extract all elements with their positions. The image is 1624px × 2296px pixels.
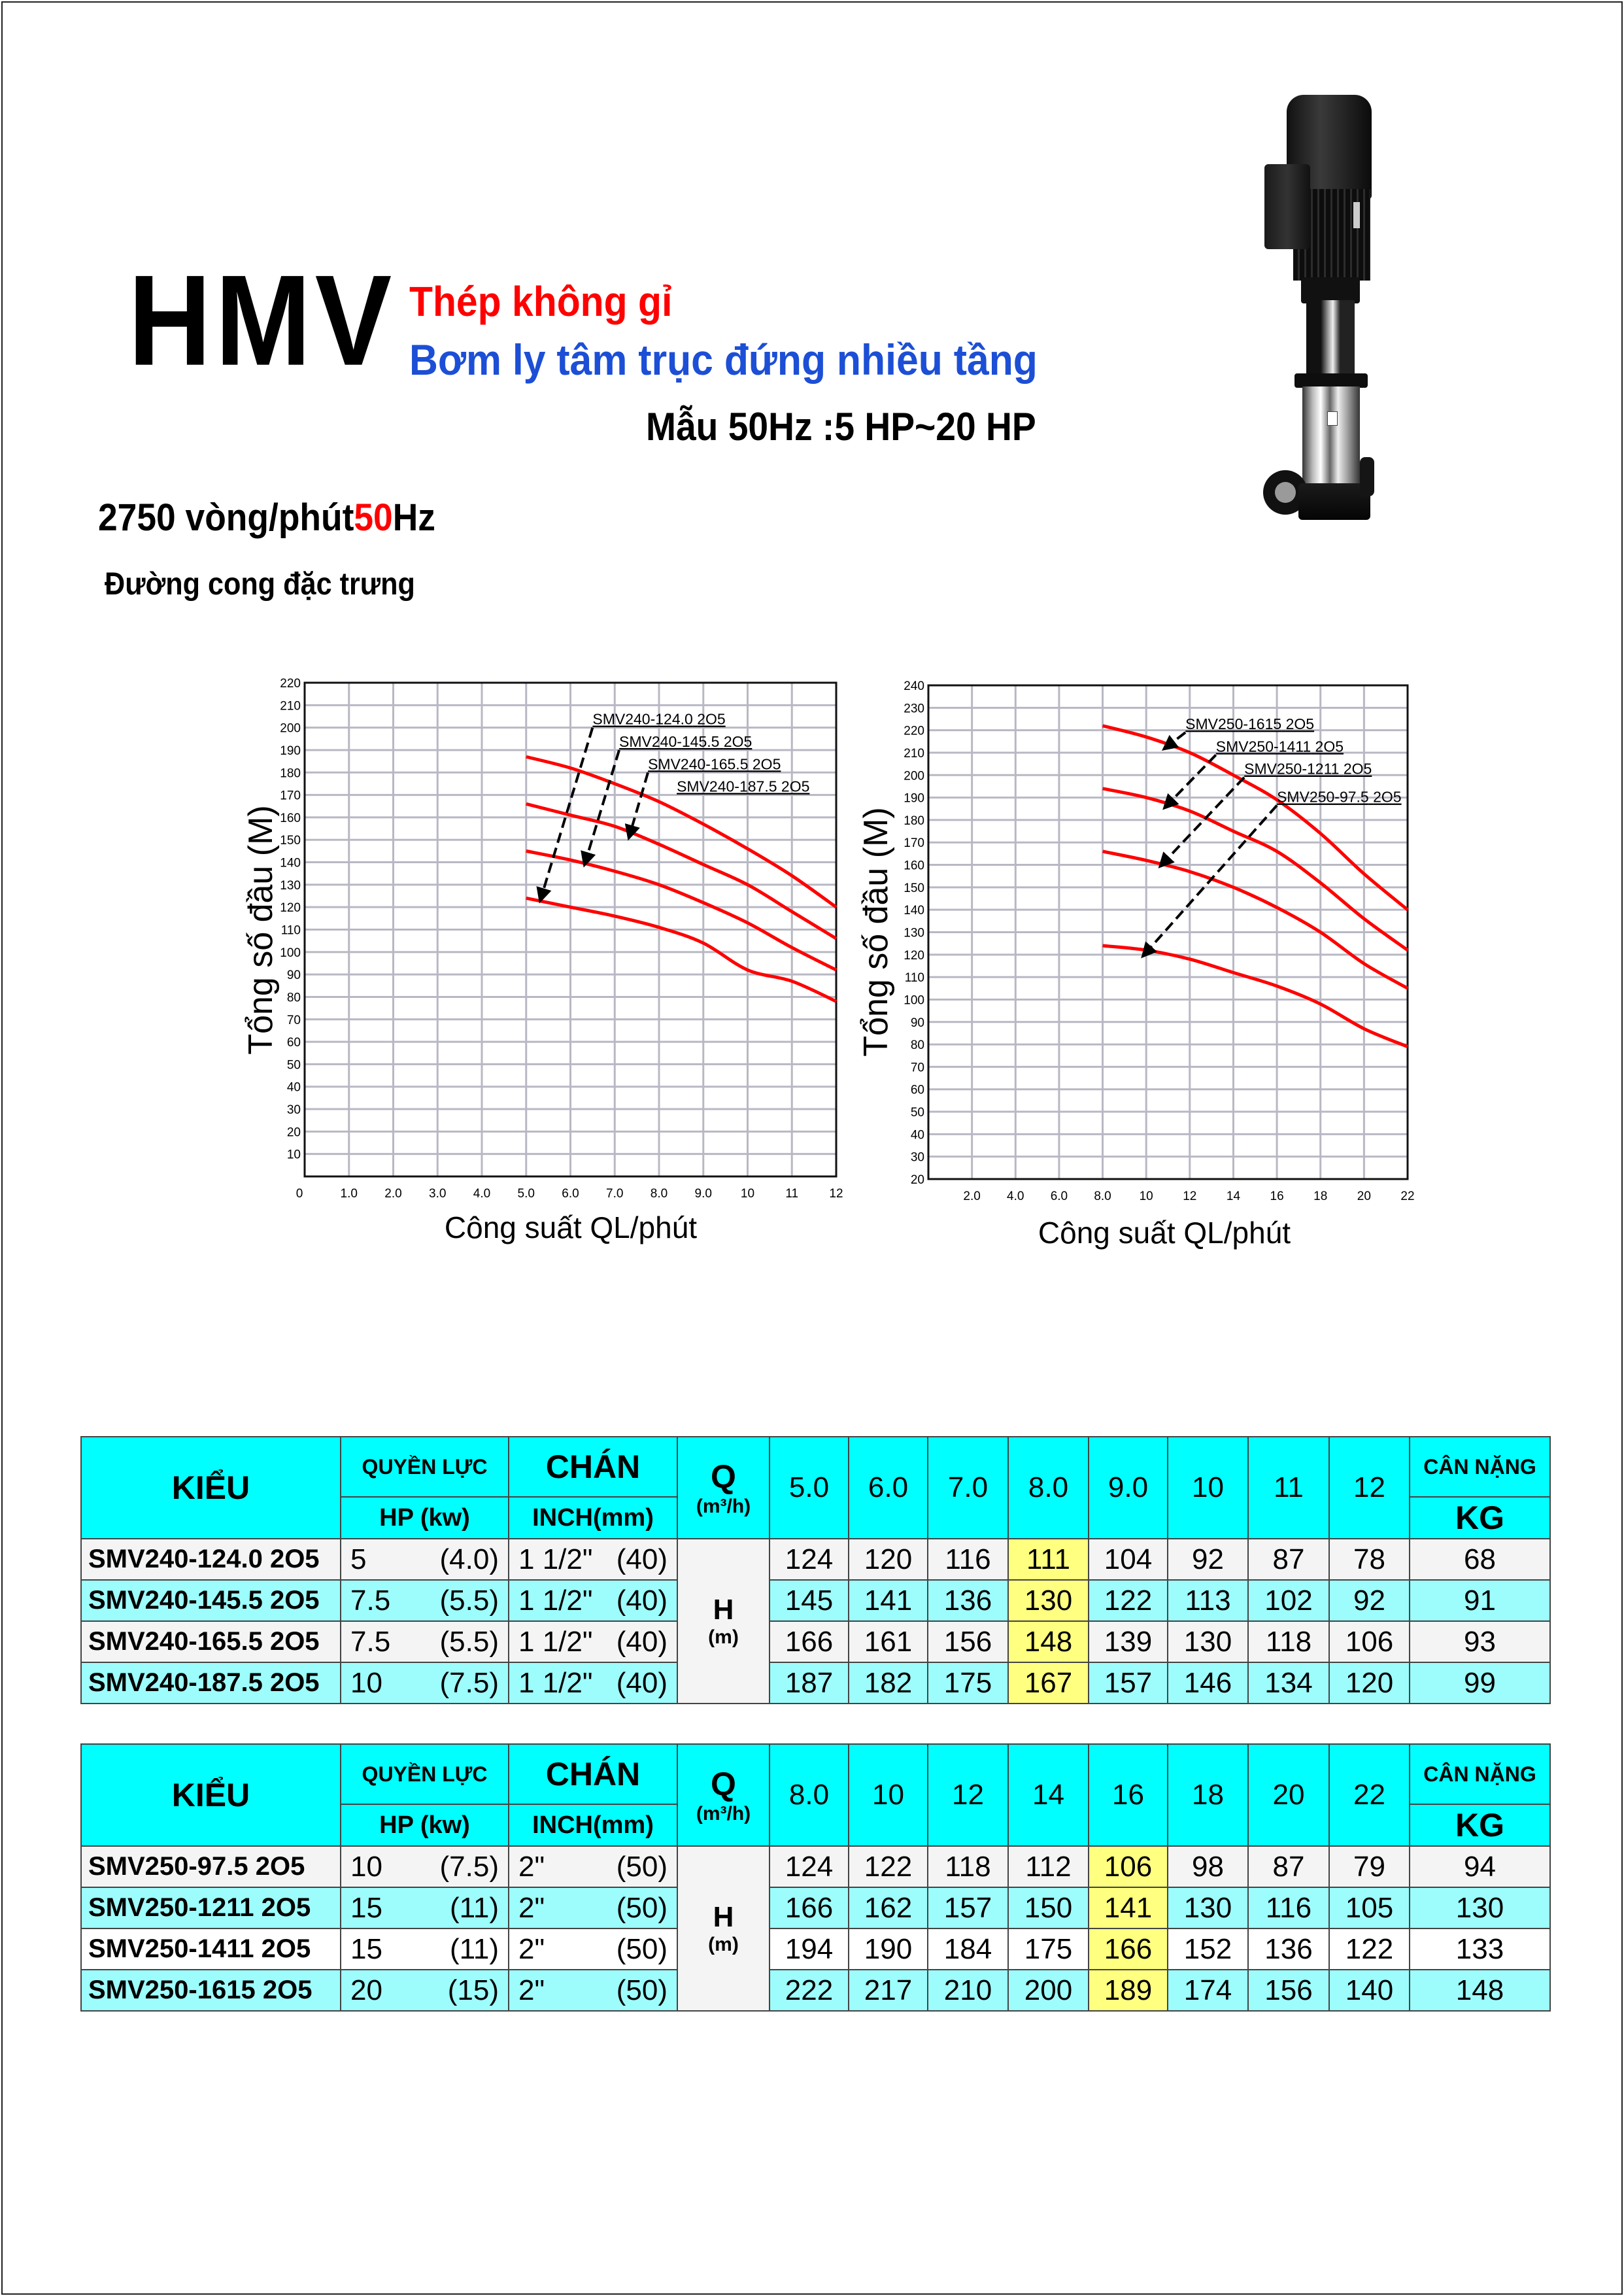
x-tick-label: 10 (740, 1187, 755, 1201)
power-cell (341, 1846, 509, 1887)
power-kw: (4.0) (439, 1543, 499, 1575)
annotation-arrow (1168, 732, 1186, 746)
annotation-model: SMV250-1411 (1215, 738, 1311, 755)
power-cell (341, 1621, 509, 1662)
column-header-flow (677, 1744, 770, 1846)
head-value-cell: 182 (849, 1662, 928, 1704)
column-header-weight-unit: KG (1410, 1804, 1550, 1846)
performance-curve-smv240-124.0 (526, 898, 836, 1001)
table-row (81, 1580, 1550, 1621)
y-tick-label: 210 (280, 699, 301, 713)
model-cell: SMV250-1211 2O5 (81, 1887, 341, 1928)
y-tick-label: 140 (904, 904, 924, 918)
power-hp: 15 (350, 1932, 382, 1965)
grid (928, 685, 1408, 1179)
table-row (81, 1928, 1550, 1970)
y-tick-label: 90 (910, 1016, 924, 1030)
port-inch: 2" (518, 1974, 545, 2006)
table-row (81, 1539, 1550, 1580)
y-tick-label: 100 (904, 993, 924, 1008)
power-cell (341, 1887, 509, 1928)
column-header-power-unit: HP (kw) (341, 1804, 509, 1846)
head-value-cell: 87 (1248, 1846, 1329, 1887)
head-value-cell: 167 (1008, 1662, 1089, 1704)
y-tick-label: 60 (286, 1036, 301, 1050)
head-value-cell: 87 (1248, 1539, 1329, 1580)
head-value-cell: 98 (1168, 1846, 1248, 1887)
y-tick-label: 30 (286, 1103, 301, 1118)
model-cell: SMV250-97.5 2O5 (81, 1846, 341, 1887)
y-tick-label: 180 (280, 766, 301, 781)
annotation-suffix: 2O5 (1373, 788, 1402, 806)
port-cell (509, 1970, 677, 2011)
y-tick-label: 130 (280, 878, 301, 893)
head-value-cell: 166 (770, 1887, 849, 1928)
material-subtitle: Thép không gỉ (409, 278, 673, 325)
speed-frequency: 50 (354, 496, 393, 539)
head-value-cell: 157 (928, 1887, 1008, 1928)
head-value-cell: 222 (770, 1970, 849, 2011)
column-header-power: QUYỀN LỰC (341, 1437, 509, 1497)
head-value-cell: 92 (1329, 1580, 1410, 1621)
power-cell (341, 1928, 509, 1970)
column-header-port: CHÁN (509, 1437, 677, 1497)
power-hp: 7.5 (350, 1584, 391, 1617)
y-tick-label: 240 (904, 679, 924, 693)
head-value-cell: 136 (1248, 1928, 1329, 1970)
port-mm: (40) (616, 1584, 668, 1617)
head-value-cell: 156 (928, 1621, 1008, 1662)
head-value-cell: 78 (1329, 1539, 1410, 1580)
x-tick-label: 10 (1139, 1190, 1153, 1203)
x-tick-label: 18 (1313, 1190, 1328, 1203)
head-value-cell: 194 (770, 1928, 849, 1970)
flow-value-header: 10 (1168, 1437, 1248, 1539)
model-cell: SMV250-1615 2O5 (81, 1970, 341, 2011)
weight-cell: 94 (1410, 1846, 1550, 1887)
annotation-suffix: 2O5 (723, 732, 753, 750)
port-inch: 2" (518, 1850, 545, 1883)
curve-annotation-label (648, 755, 781, 772)
x-tick-label: 6.0 (1050, 1190, 1068, 1203)
annotation-arrow (630, 772, 648, 833)
head-value-cell: 217 (849, 1970, 928, 2011)
head-value-cell: 157 (1089, 1662, 1168, 1704)
header-row (81, 1437, 1550, 1497)
head-value-cell: 141 (849, 1580, 928, 1621)
head-value-cell: 120 (849, 1539, 928, 1580)
power-kw: (5.5) (439, 1584, 499, 1617)
x-tick-label: 5.0 (517, 1187, 535, 1201)
head-value-cell: 210 (928, 1970, 1008, 2011)
annotation-arrow (1146, 806, 1277, 953)
head-value-cell: 187 (770, 1662, 849, 1704)
head-value-cell: 150 (1008, 1887, 1089, 1928)
performance-curve-smv240-165.5 (526, 804, 836, 938)
y-tick-label: 190 (904, 791, 924, 806)
column-header-port: CHÁN (509, 1744, 677, 1804)
port-cell (509, 1887, 677, 1928)
y-tick-label: 120 (904, 948, 924, 963)
model-range: Mẫu 50Hz :5 HP~20 HP (646, 405, 1036, 449)
model-cell: SMV250-1411 2O5 (81, 1928, 341, 1970)
y-tick-label: 30 (910, 1150, 924, 1165)
power-hp: 7.5 (350, 1625, 391, 1658)
y-tick-label: 50 (286, 1058, 301, 1072)
annotation-arrow (541, 728, 592, 896)
head-value-cell: 146 (1168, 1662, 1248, 1704)
annotation-suffix: 2O5 (1285, 715, 1315, 733)
head-value-cell: 156 (1248, 1970, 1329, 2011)
curve-annotation-label (1244, 761, 1372, 778)
y-tick-label: 180 (904, 814, 924, 828)
head-value-cell: 145 (770, 1580, 849, 1621)
chart2-y-axis-label: Tổng số đầu (M) (857, 807, 895, 1057)
y-tick-label: 220 (904, 724, 924, 738)
y-tick-label: 80 (286, 991, 301, 1005)
port-inch: 1 1/2" (518, 1543, 593, 1575)
head-value-cell: 141 (1089, 1887, 1168, 1928)
head-value-cell: 105 (1329, 1887, 1410, 1928)
annotation-suffix: 2O5 (752, 755, 781, 773)
annotation-model: SMV250-1211 (1244, 760, 1340, 778)
y-tick-label: 220 (280, 677, 301, 691)
flow-unit: (m³/h) (696, 1803, 751, 1825)
curve-annotation-label (1185, 715, 1314, 732)
annotation-model: SMV240-145.5 (619, 732, 720, 750)
flow-value-header: 10 (849, 1744, 928, 1846)
head-value-cell: 122 (1089, 1580, 1168, 1621)
y-tick-label: 200 (280, 721, 301, 736)
model-cell: SMV240-165.5 2O5 (81, 1621, 341, 1662)
head-value-cell: 148 (1008, 1621, 1089, 1662)
port-mm: (50) (616, 1850, 668, 1883)
power-kw: (7.5) (439, 1850, 499, 1883)
x-tick-label: 12 (1183, 1190, 1197, 1203)
x-tick-label: 0 (296, 1187, 303, 1201)
model-cell: SMV240-124.0 2O5 (81, 1539, 341, 1580)
power-hp: 10 (350, 1666, 382, 1699)
y-tick-label: 60 (910, 1083, 924, 1097)
flow-value-header: 8.0 (1008, 1437, 1089, 1539)
head-value-cell: 130 (1168, 1621, 1248, 1662)
port-cell (509, 1928, 677, 1970)
power-kw: (7.5) (439, 1666, 499, 1699)
column-header-power-unit: HP (kw) (341, 1497, 509, 1539)
port-cell (509, 1846, 677, 1887)
curve-annotation-label (677, 778, 809, 795)
curve-annotation-label (619, 733, 752, 750)
port-mm: (40) (616, 1666, 668, 1699)
weight-cell: 130 (1410, 1887, 1550, 1928)
column-header-port-unit: INCH(mm) (509, 1497, 677, 1539)
column-header-model: KIỂU (81, 1437, 341, 1539)
head-value-cell: 122 (849, 1846, 928, 1887)
flow-label: Q (711, 1766, 736, 1802)
head-value-cell: 136 (928, 1580, 1008, 1621)
column-header-model: KIỂU (81, 1744, 341, 1846)
curve-annotation-label (1277, 789, 1402, 806)
column-header-weight-unit: KG (1410, 1497, 1550, 1539)
head-value-cell: 166 (770, 1621, 849, 1662)
power-kw: (15) (447, 1974, 499, 2006)
head-value-cell: 174 (1168, 1970, 1248, 2011)
table-row (81, 1887, 1550, 1928)
weight-cell: 91 (1410, 1580, 1550, 1621)
y-tick-label: 130 (904, 926, 924, 940)
flow-value-header: 9.0 (1089, 1437, 1168, 1539)
weight-cell: 99 (1410, 1662, 1550, 1704)
y-tick-label: 230 (904, 702, 924, 716)
port-inch: 1 1/2" (518, 1584, 593, 1617)
head-value-cell: 124 (770, 1539, 849, 1580)
y-tick-label: 70 (910, 1061, 924, 1075)
head-value-cell: 162 (849, 1887, 928, 1928)
flow-value-header: 22 (1329, 1744, 1410, 1846)
x-tick-label: 8.0 (650, 1187, 668, 1201)
power-hp: 5 (350, 1543, 367, 1575)
y-tick-label: 210 (904, 746, 924, 761)
y-tick-label: 20 (910, 1173, 924, 1187)
head-label-cell (677, 1539, 770, 1704)
x-tick-label: 14 (1226, 1190, 1241, 1203)
head-value-cell: 102 (1248, 1580, 1329, 1621)
power-cell (341, 1970, 509, 2011)
product-type-subtitle: Bơm ly tâm trục đứng nhiều tầng (409, 335, 1038, 384)
x-tick-label: 1.0 (340, 1187, 358, 1201)
flow-value-header: 18 (1168, 1744, 1248, 1846)
head-label: H (713, 1594, 734, 1626)
head-value-cell: 116 (928, 1539, 1008, 1580)
annotation-model: SMV240-165.5 (648, 755, 749, 773)
flow-value-header: 12 (928, 1744, 1008, 1846)
annotation-model: SMV240-124.0 (592, 710, 693, 728)
table-row (81, 1970, 1550, 2011)
y-tick-label: 110 (280, 923, 301, 938)
flow-unit: (m³/h) (696, 1496, 751, 1517)
head-value-cell: 111 (1008, 1539, 1089, 1580)
weight-cell: 68 (1410, 1539, 1550, 1580)
head-value-cell: 112 (1008, 1846, 1089, 1887)
flow-value-header: 16 (1089, 1744, 1168, 1846)
flow-value-header: 5.0 (770, 1437, 849, 1539)
speed-heading (98, 496, 435, 540)
port-mm: (40) (616, 1625, 668, 1658)
x-tick-label: 4.0 (1007, 1190, 1024, 1203)
port-inch: 1 1/2" (518, 1666, 593, 1699)
table-row (81, 1846, 1550, 1887)
head-value-cell: 120 (1329, 1662, 1410, 1704)
power-hp: 10 (350, 1850, 382, 1883)
x-tick-label: 22 (1400, 1190, 1415, 1203)
flow-value-header: 20 (1248, 1744, 1329, 1846)
brand-logo: HMV (128, 248, 396, 393)
annotation-suffix: 2O5 (1315, 738, 1344, 755)
performance-chart-smv240 (229, 654, 870, 1210)
y-tick-label: 110 (904, 971, 924, 985)
speed-prefix: 2750 vòng/phút (98, 496, 354, 539)
head-value-cell: 152 (1168, 1928, 1248, 1970)
x-tick-label: 7.0 (606, 1187, 624, 1201)
y-tick-label: 20 (286, 1125, 301, 1140)
annotation-suffix: 2O5 (697, 710, 726, 728)
pump-image (1262, 91, 1386, 523)
head-value-cell: 106 (1089, 1846, 1168, 1887)
flow-value-header: 12 (1329, 1437, 1410, 1539)
x-tick-label: 2.0 (384, 1187, 402, 1201)
y-tick-label: 150 (280, 834, 301, 848)
head-value-cell: 118 (1248, 1621, 1329, 1662)
head-value-cell: 134 (1248, 1662, 1329, 1704)
port-inch: 2" (518, 1932, 545, 1965)
table-row (81, 1621, 1550, 1662)
weight-cell: 133 (1410, 1928, 1550, 1970)
chart1-y-axis-label: Tổng số đầu (M) (242, 805, 280, 1055)
head-value-cell: 184 (928, 1928, 1008, 1970)
head-value-cell: 116 (1248, 1887, 1329, 1928)
y-tick-label: 160 (904, 859, 924, 873)
spec-table-smv250 (80, 1743, 1551, 2012)
flow-value-header: 8.0 (770, 1744, 849, 1846)
flow-value-header: 11 (1248, 1437, 1329, 1539)
y-tick-label: 200 (904, 769, 924, 783)
x-tick-label: 11 (785, 1187, 799, 1201)
power-cell (341, 1580, 509, 1621)
y-tick-label: 90 (286, 968, 301, 983)
head-value-cell: 130 (1008, 1580, 1089, 1621)
flow-value-header: 7.0 (928, 1437, 1008, 1539)
performance-chart-smv250 (850, 654, 1451, 1210)
header-row (81, 1744, 1550, 1804)
column-header-weight: CÂN NẶNG (1410, 1437, 1550, 1497)
y-tick-label: 40 (286, 1080, 301, 1095)
flow-value-header: 6.0 (849, 1437, 928, 1539)
head-value-cell: 200 (1008, 1970, 1089, 2011)
x-tick-label: 9.0 (694, 1187, 712, 1201)
x-tick-label: 8.0 (1094, 1190, 1111, 1203)
head-unit: (m) (708, 1934, 739, 1955)
y-tick-label: 80 (910, 1038, 924, 1053)
power-cell (341, 1662, 509, 1704)
head-value-cell: 118 (928, 1846, 1008, 1887)
port-cell (509, 1539, 677, 1580)
annotation-suffix: 2O5 (1343, 760, 1372, 778)
head-label-cell (677, 1846, 770, 2011)
y-tick-label: 160 (280, 811, 301, 825)
power-kw: (11) (450, 1891, 499, 1924)
port-mm: (50) (616, 1974, 668, 2006)
y-tick-label: 170 (280, 789, 301, 803)
head-value-cell: 189 (1089, 1970, 1168, 2011)
x-tick-label: 3.0 (429, 1187, 447, 1201)
power-cell (341, 1539, 509, 1580)
y-tick-label: 120 (280, 901, 301, 916)
curve-annotation-label (1216, 738, 1344, 755)
port-mm: (40) (616, 1543, 668, 1575)
chart2-x-axis-label: Công suất QL/phút (1038, 1216, 1291, 1250)
y-tick-label: 170 (904, 836, 924, 851)
column-header-port-unit: INCH(mm) (509, 1804, 677, 1846)
head-value-cell: 104 (1089, 1539, 1168, 1580)
head-value-cell: 79 (1329, 1846, 1410, 1887)
annotation-model: SMV250-97.5 (1277, 788, 1369, 806)
x-tick-label: 16 (1270, 1190, 1284, 1203)
power-hp: 15 (350, 1891, 382, 1924)
port-cell (509, 1580, 677, 1621)
annotation-suffix: 2O5 (781, 778, 810, 795)
column-header-power: QUYỀN LỰC (341, 1744, 509, 1804)
head-value-cell: 175 (928, 1662, 1008, 1704)
curve-section-title: Đường cong đặc trưng (105, 567, 415, 602)
head-value-cell: 106 (1329, 1621, 1410, 1662)
head-value-cell: 190 (849, 1928, 928, 1970)
weight-cell: 93 (1410, 1621, 1550, 1662)
power-hp: 20 (350, 1974, 382, 2006)
y-tick-label: 140 (280, 856, 301, 870)
head-value-cell: 139 (1089, 1621, 1168, 1662)
annotation-model: SMV250-1615 (1185, 715, 1282, 733)
head-value-cell: 130 (1168, 1887, 1248, 1928)
column-header-flow (677, 1437, 770, 1539)
head-value-cell: 175 (1008, 1928, 1089, 1970)
x-tick-label: 20 (1357, 1190, 1371, 1203)
flow-value-header: 14 (1008, 1744, 1089, 1846)
head-value-cell: 92 (1168, 1539, 1248, 1580)
spec-table-smv240 (80, 1436, 1551, 1704)
x-tick-label: 2.0 (963, 1190, 981, 1203)
x-tick-label: 6.0 (562, 1187, 579, 1201)
head-unit: (m) (708, 1626, 739, 1648)
weight-cell: 148 (1410, 1970, 1550, 2011)
y-tick-label: 150 (904, 881, 924, 895)
model-cell: SMV240-187.5 2O5 (81, 1662, 341, 1704)
y-tick-label: 40 (910, 1128, 924, 1142)
head-value-cell: 122 (1329, 1928, 1410, 1970)
x-tick-label: 4.0 (473, 1187, 491, 1201)
head-value-cell: 161 (849, 1621, 928, 1662)
annotation-model: SMV240-187.5 (677, 778, 777, 795)
y-tick-label: 190 (280, 744, 301, 758)
y-tick-label: 70 (286, 1013, 301, 1027)
head-value-cell: 124 (770, 1846, 849, 1887)
port-inch: 2" (518, 1891, 545, 1924)
port-mm: (50) (616, 1891, 668, 1924)
y-tick-label: 50 (910, 1106, 924, 1120)
power-kw: (11) (450, 1932, 499, 1965)
chart1-x-axis-label: Công suất QL/phút (444, 1210, 698, 1244)
head-value-cell: 113 (1168, 1580, 1248, 1621)
power-kw: (5.5) (439, 1625, 499, 1658)
model-cell: SMV240-145.5 2O5 (81, 1580, 341, 1621)
port-cell (509, 1621, 677, 1662)
head-value-cell: 140 (1329, 1970, 1410, 2011)
head-value-cell: 166 (1089, 1928, 1168, 1970)
table-row (81, 1662, 1550, 1704)
y-tick-label: 10 (286, 1148, 301, 1162)
y-tick-label: 100 (280, 946, 301, 960)
port-inch: 1 1/2" (518, 1625, 593, 1658)
curve-annotation-label (592, 711, 725, 728)
performance-curve-smv250-1411 (1103, 789, 1408, 950)
port-mm: (50) (616, 1932, 668, 1965)
speed-unit: Hz (392, 496, 435, 539)
column-header-weight: CÂN NẶNG (1410, 1744, 1550, 1804)
flow-label: Q (711, 1458, 736, 1495)
x-tick-label: 12 (829, 1187, 843, 1201)
head-label: H (713, 1901, 734, 1933)
port-cell (509, 1662, 677, 1704)
